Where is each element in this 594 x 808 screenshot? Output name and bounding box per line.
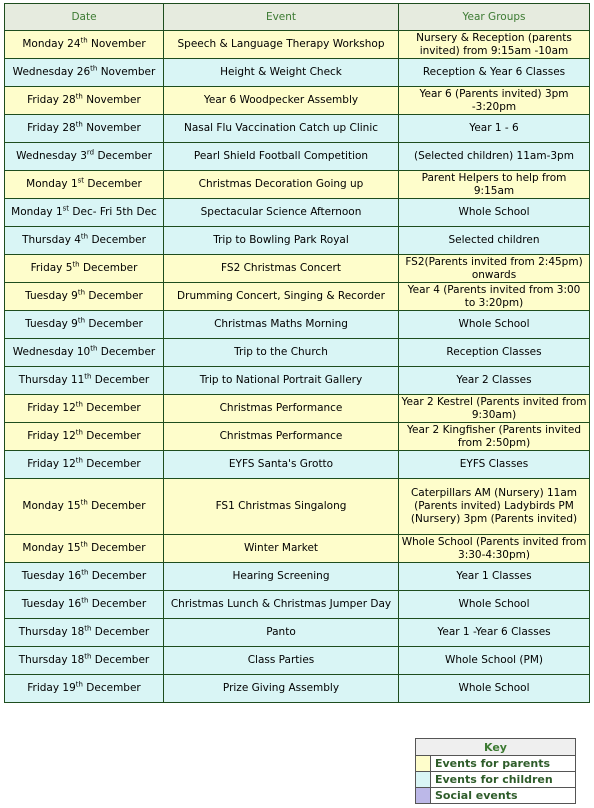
date-main: Tuesday 16 <box>21 570 82 582</box>
date-main: Wednesday 3 <box>16 150 87 162</box>
row-year-groups: Year 2 Classes <box>399 367 590 395</box>
date-main: Friday 28 <box>27 122 76 134</box>
row-date <box>5 339 164 367</box>
row-date <box>5 199 164 227</box>
date-suffix: th <box>75 92 83 101</box>
row-event: Christmas Maths Morning <box>164 311 399 339</box>
date-suffix: th <box>72 260 80 269</box>
date-rest: December <box>87 500 146 512</box>
row-date <box>5 283 164 311</box>
row-year-groups: Year 6 (Parents invited) 3pm -3:20pm <box>399 87 590 115</box>
date-suffix: th <box>81 568 89 577</box>
row-date <box>5 255 164 283</box>
row-event: FS2 Christmas Concert <box>164 255 399 283</box>
date-rest: December <box>84 178 142 190</box>
date-main: Friday 28 <box>27 94 76 106</box>
row-event: Christmas Performance <box>164 395 399 423</box>
key-legend <box>415 738 576 804</box>
events-schedule-table <box>4 3 590 703</box>
row-event: Year 6 Woodpecker Assembly <box>164 87 399 115</box>
table-row <box>5 647 590 675</box>
table-row <box>5 367 590 395</box>
date-suffix: th <box>80 498 88 507</box>
date-suffix: th <box>80 232 89 241</box>
date-main: Monday 1 <box>11 206 63 218</box>
date-suffix: rd <box>86 148 95 157</box>
key-label-social: Social events <box>431 788 576 804</box>
row-event: Christmas Decoration Going up <box>164 171 399 199</box>
row-date <box>5 479 164 535</box>
row-year-groups: Parent Helpers to help from 9:15am <box>399 171 590 199</box>
row-year-groups: Year 2 Kingfisher (Parents invited from 2:50pm) <box>399 423 590 451</box>
date-suffix: th <box>75 680 83 689</box>
row-event: Spectacular Science Afternoon <box>164 199 399 227</box>
row-event: Panto <box>164 619 399 647</box>
date-suffix: th <box>77 288 86 297</box>
table-row <box>5 395 590 423</box>
date-main: Monday 24 <box>22 38 81 50</box>
date-main: Wednesday 10 <box>12 346 91 358</box>
key-swatch-children <box>416 772 431 788</box>
table-row <box>5 283 590 311</box>
date-rest: December <box>82 682 141 694</box>
table-row <box>5 451 590 479</box>
date-main: Friday 12 <box>27 402 76 414</box>
date-main: Friday 12 <box>27 458 76 470</box>
row-event: Trip to the Church <box>164 339 399 367</box>
table-row <box>5 143 590 171</box>
date-rest: December <box>88 570 147 582</box>
row-event: Christmas Lunch & Christmas Jumper Day <box>164 591 399 619</box>
date-main: Thursday 18 <box>18 626 85 638</box>
row-date <box>5 87 164 115</box>
date-suffix: th <box>81 596 89 605</box>
row-date <box>5 451 164 479</box>
date-main: Monday 15 <box>22 500 81 512</box>
row-year-groups: Whole School (Parents invited from 3:30-4:30pm) <box>399 535 590 563</box>
table-row <box>5 591 590 619</box>
row-year-groups: Reception & Year 6 Classes <box>399 59 590 87</box>
header-event: Event <box>164 4 399 31</box>
date-suffix: st <box>77 176 85 185</box>
date-suffix: th <box>84 624 92 633</box>
date-main: Friday 12 <box>27 430 76 442</box>
row-event: Hearing Screening <box>164 563 399 591</box>
date-main: Friday 19 <box>27 682 76 694</box>
date-rest: December <box>85 290 143 302</box>
row-event: Christmas Performance <box>164 423 399 451</box>
date-main: Tuesday 16 <box>21 598 82 610</box>
date-suffix: th <box>80 540 88 549</box>
row-year-groups: Year 2 Kestrel (Parents invited from 9:30am) <box>399 395 590 423</box>
row-date <box>5 171 164 199</box>
date-rest: December <box>94 150 152 162</box>
row-event: Trip to National Portrait Gallery <box>164 367 399 395</box>
table-row <box>5 479 590 535</box>
date-rest: December <box>91 654 150 666</box>
row-year-groups: Year 1 -Year 6 Classes <box>399 619 590 647</box>
table-row <box>5 619 590 647</box>
date-rest: December <box>82 430 141 442</box>
row-date <box>5 619 164 647</box>
row-event: Pearl Shield Football Competition <box>164 143 399 171</box>
row-year-groups: Caterpillars AM (Nursery) 11am (Parents invited) Ladybirds PM (Nursery) 3pm (Parents invited) <box>399 479 590 535</box>
table-row <box>5 563 590 591</box>
row-year-groups: Whole School <box>399 591 590 619</box>
date-rest: November <box>87 38 146 50</box>
table-row <box>5 311 590 339</box>
date-suffix: th <box>75 428 83 437</box>
key-swatch-parents <box>416 756 431 772</box>
date-main: Thursday 4 <box>22 234 81 246</box>
table-row <box>5 87 590 115</box>
row-year-groups: Whole School (PM) <box>399 647 590 675</box>
row-date <box>5 115 164 143</box>
row-year-groups: Reception Classes <box>399 339 590 367</box>
date-suffix: th <box>84 652 92 661</box>
date-main: Monday 15 <box>22 542 81 554</box>
date-rest: December <box>97 346 156 358</box>
date-suffix: th <box>75 456 83 465</box>
date-rest: December <box>91 374 150 386</box>
row-date <box>5 591 164 619</box>
date-rest: December <box>82 402 141 414</box>
table-row <box>5 59 590 87</box>
date-suffix: th <box>90 64 98 73</box>
row-year-groups: Whole School <box>399 675 590 703</box>
row-year-groups: Selected children <box>399 227 590 255</box>
table-row <box>5 535 590 563</box>
table-row <box>5 227 590 255</box>
row-year-groups: EYFS Classes <box>399 451 590 479</box>
date-rest: December <box>79 262 138 274</box>
row-date <box>5 311 164 339</box>
row-event: Height & Weight Check <box>164 59 399 87</box>
row-date <box>5 367 164 395</box>
row-date <box>5 395 164 423</box>
row-year-groups: Whole School <box>399 311 590 339</box>
row-event: Speech & Language Therapy Workshop <box>164 31 399 59</box>
date-rest: December <box>88 234 146 246</box>
key-swatch-social <box>416 788 431 804</box>
row-event: Winter Market <box>164 535 399 563</box>
date-rest: December <box>82 458 141 470</box>
row-date <box>5 143 164 171</box>
table-row <box>5 675 590 703</box>
row-year-groups: Whole School <box>399 199 590 227</box>
header-year-groups: Year Groups <box>399 4 590 31</box>
key-label-children: Events for children <box>431 772 576 788</box>
date-suffix: th <box>77 316 86 325</box>
date-suffix: th <box>90 344 98 353</box>
date-rest: December <box>88 598 147 610</box>
row-date <box>5 423 164 451</box>
date-main: Wednesday 26 <box>12 66 91 78</box>
date-suffix: th <box>84 372 92 381</box>
date-rest: December <box>87 542 146 554</box>
row-date <box>5 675 164 703</box>
date-suffix: th <box>80 36 88 45</box>
key-label-parents: Events for parents <box>431 756 576 772</box>
date-main: Monday 1 <box>26 178 78 190</box>
row-date <box>5 227 164 255</box>
date-rest: November <box>82 122 141 134</box>
row-date <box>5 647 164 675</box>
header-date: Date <box>5 4 164 31</box>
table-header-row <box>5 4 590 31</box>
date-rest: November <box>82 94 141 106</box>
date-rest: December <box>91 626 150 638</box>
date-suffix: th <box>75 120 83 129</box>
date-rest: November <box>97 66 156 78</box>
row-event: Drumming Concert, Singing & Recorder <box>164 283 399 311</box>
table-row <box>5 423 590 451</box>
date-main: Thursday 11 <box>18 374 85 386</box>
row-year-groups: (Selected children) 11am-3pm <box>399 143 590 171</box>
row-event: FS1 Christmas Singalong <box>164 479 399 535</box>
row-event: Class Parties <box>164 647 399 675</box>
row-year-groups: Year 1 Classes <box>399 563 590 591</box>
date-main: Thursday 18 <box>18 654 85 666</box>
table-row <box>5 255 590 283</box>
row-event: Prize Giving Assembly <box>164 675 399 703</box>
table-row <box>5 339 590 367</box>
row-year-groups: Year 4 (Parents invited from 3:00 to 3:20pm) <box>399 283 590 311</box>
row-date <box>5 31 164 59</box>
row-event: Trip to Bowling Park Royal <box>164 227 399 255</box>
row-date <box>5 535 164 563</box>
date-rest: December <box>85 318 143 330</box>
row-event: Nasal Flu Vaccination Catch up Clinic <box>164 115 399 143</box>
row-event: EYFS Santa's Grotto <box>164 451 399 479</box>
table-row <box>5 31 590 59</box>
date-main: Friday 5 <box>30 262 73 274</box>
date-rest: Dec- Fri 5th Dec <box>69 206 157 218</box>
row-year-groups: FS2(Parents invited from 2:45pm) onwards <box>399 255 590 283</box>
row-date <box>5 563 164 591</box>
table-row <box>5 199 590 227</box>
key-title: Key <box>416 739 576 756</box>
date-main: Tuesday 9 <box>25 318 78 330</box>
row-year-groups: Year 1 - 6 <box>399 115 590 143</box>
table-row <box>5 171 590 199</box>
row-date <box>5 59 164 87</box>
date-suffix: st <box>62 204 70 213</box>
row-year-groups: Nursery & Reception (parents invited) from 9:15am -10am <box>399 31 590 59</box>
date-suffix: th <box>75 400 83 409</box>
table-row <box>5 115 590 143</box>
date-main: Tuesday 9 <box>25 290 78 302</box>
